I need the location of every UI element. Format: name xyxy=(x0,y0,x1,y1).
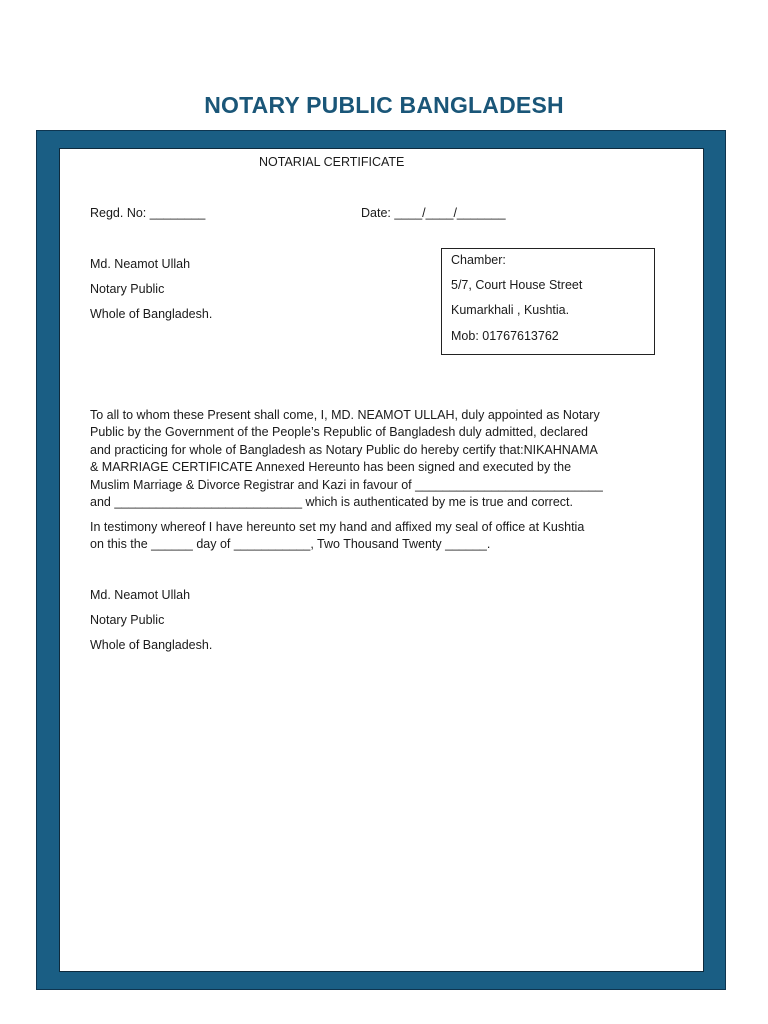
chamber-address-box xyxy=(441,248,655,355)
chamber-mobile: Mob: 01767613762 xyxy=(451,329,559,343)
notary-name-bottom: Md. Neamot Ullah xyxy=(90,588,191,602)
paragraph-line: on this the ______ day of ___________, Two Thousand Twenty ______. xyxy=(90,537,491,552)
registration-number-field: Regd. No: ________ xyxy=(90,206,206,220)
paragraph-line: To all to whom these Present shall come, I, MD. NEAMOT ULLAH, duly appointed as Notary xyxy=(90,408,600,422)
chamber-label: Chamber: xyxy=(451,253,506,267)
notary-name-top: Md. Neamot Ullah xyxy=(90,257,191,271)
paragraph-line: & MARRIAGE CERTIFICATE Annexed Hereunto has been signed and executed by the xyxy=(90,460,572,475)
chamber-address-line-1: 5/7, Court House Street xyxy=(451,278,583,292)
notary-jurisdiction-top: Whole of Bangladesh. xyxy=(90,307,213,321)
notary-role-top: Notary Public xyxy=(90,282,165,296)
notary-role-bottom: Notary Public xyxy=(90,613,165,627)
paragraph-line: Public by the Government of the People’s Republic of Bangladesh duly admitted, declared xyxy=(90,425,588,440)
paragraph-line: Muslim Marriage & Divorce Registrar and Kazi in favour of ___________________________ xyxy=(90,477,603,492)
testimony-paragraph xyxy=(90,519,680,554)
paragraph-line: and practicing for whole of Bangladesh as Notary Public do hereby certify that:NIKAHNAMA xyxy=(90,442,598,457)
page-title: NOTARY PUBLIC BANGLADESH xyxy=(204,92,564,118)
paragraph-line: and ___________________________ which is authenticated by me is true and correct. xyxy=(90,495,573,510)
notary-jurisdiction-bottom: Whole of Bangladesh. xyxy=(90,638,213,652)
certificate-heading: NOTARIAL CERTIFICATE xyxy=(259,155,405,169)
paragraph-line: In testimony whereof I have hereunto set my hand and affixed my seal of office at Kushtia xyxy=(90,520,585,534)
chamber-address-line-2: Kumarkhali , Kushtia. xyxy=(451,303,570,317)
certification-paragraph xyxy=(90,407,680,511)
date-field: Date: ____/____/_______ xyxy=(361,206,506,220)
